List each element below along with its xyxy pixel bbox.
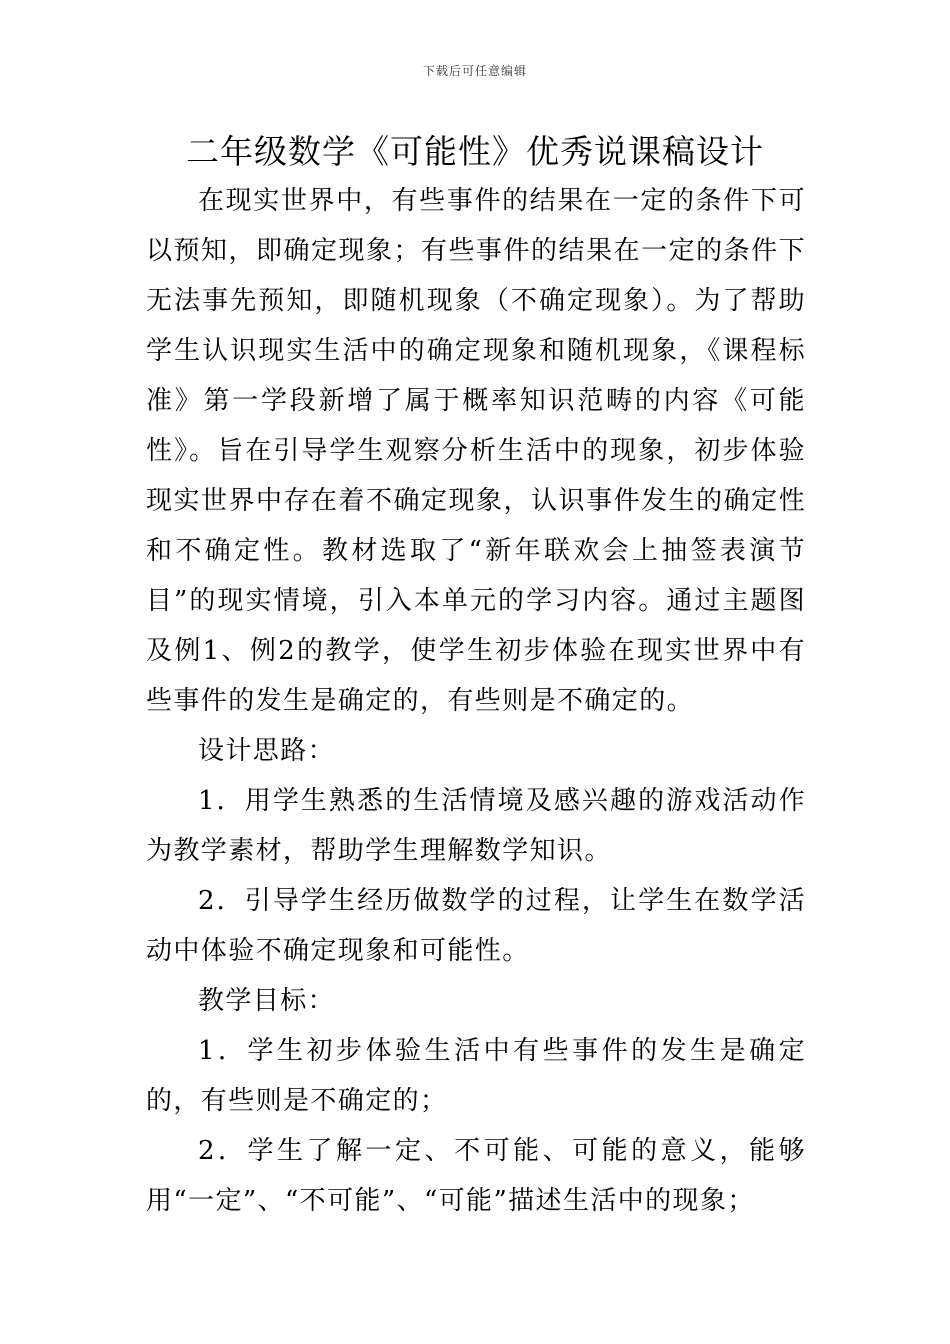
teaching-goal-1: 1．学生初步体验生活中有些事件的发生是确定的，有些则是不确定的； (146, 1036, 806, 1116)
document-title: 二年级数学《可能性》优秀说课稿设计 (186, 132, 764, 171)
section-heading-design-ideas: 设计思路： (198, 736, 336, 766)
document-body (146, 176, 806, 1226)
design-idea-1: 1．用学生熟悉的生活情境及感兴趣的游戏活动作为教学素材，帮助学生理解数学知识。 (146, 786, 806, 866)
header-note: 下载后可任意编辑 (422, 64, 527, 78)
teaching-goal-2: 2．学生了解一定、不可能、可能的意义，能够用“一定”、“不可能”、“可能”描述生活中的现象； (146, 1136, 806, 1216)
intro-paragraph: 在现实世界中，有些事件的结果在一定的条件下可以预知，即确定现象；有些事件的结果在一定的条件下无法事先预知，即随机现象（不确定现象）。为了帮助学生认识现实生活中的确定现象和随机现象，《课程标准》第一学段新增了属于概率知识范畴的内容《可能性》。旨在引导学生观察分析生活中的现象，初步体验现实世界中存在着不确定现象，认识事件发生的确定性和不确定性。教材选取了“新年联欢会上抽签表演节目”的现实情境，引入本单元的学习内容。通过主题图及例1、例2的教学，使学生初步体验在现实世界中有些事件的发生是确定的，有些则是不确定的。 (146, 186, 806, 716)
design-idea-2: 2．引导学生经历做数学的过程，让学生在数学活动中体验不确定现象和可能性。 (146, 886, 806, 966)
section-heading-teaching-goals: 教学目标： (198, 986, 336, 1016)
